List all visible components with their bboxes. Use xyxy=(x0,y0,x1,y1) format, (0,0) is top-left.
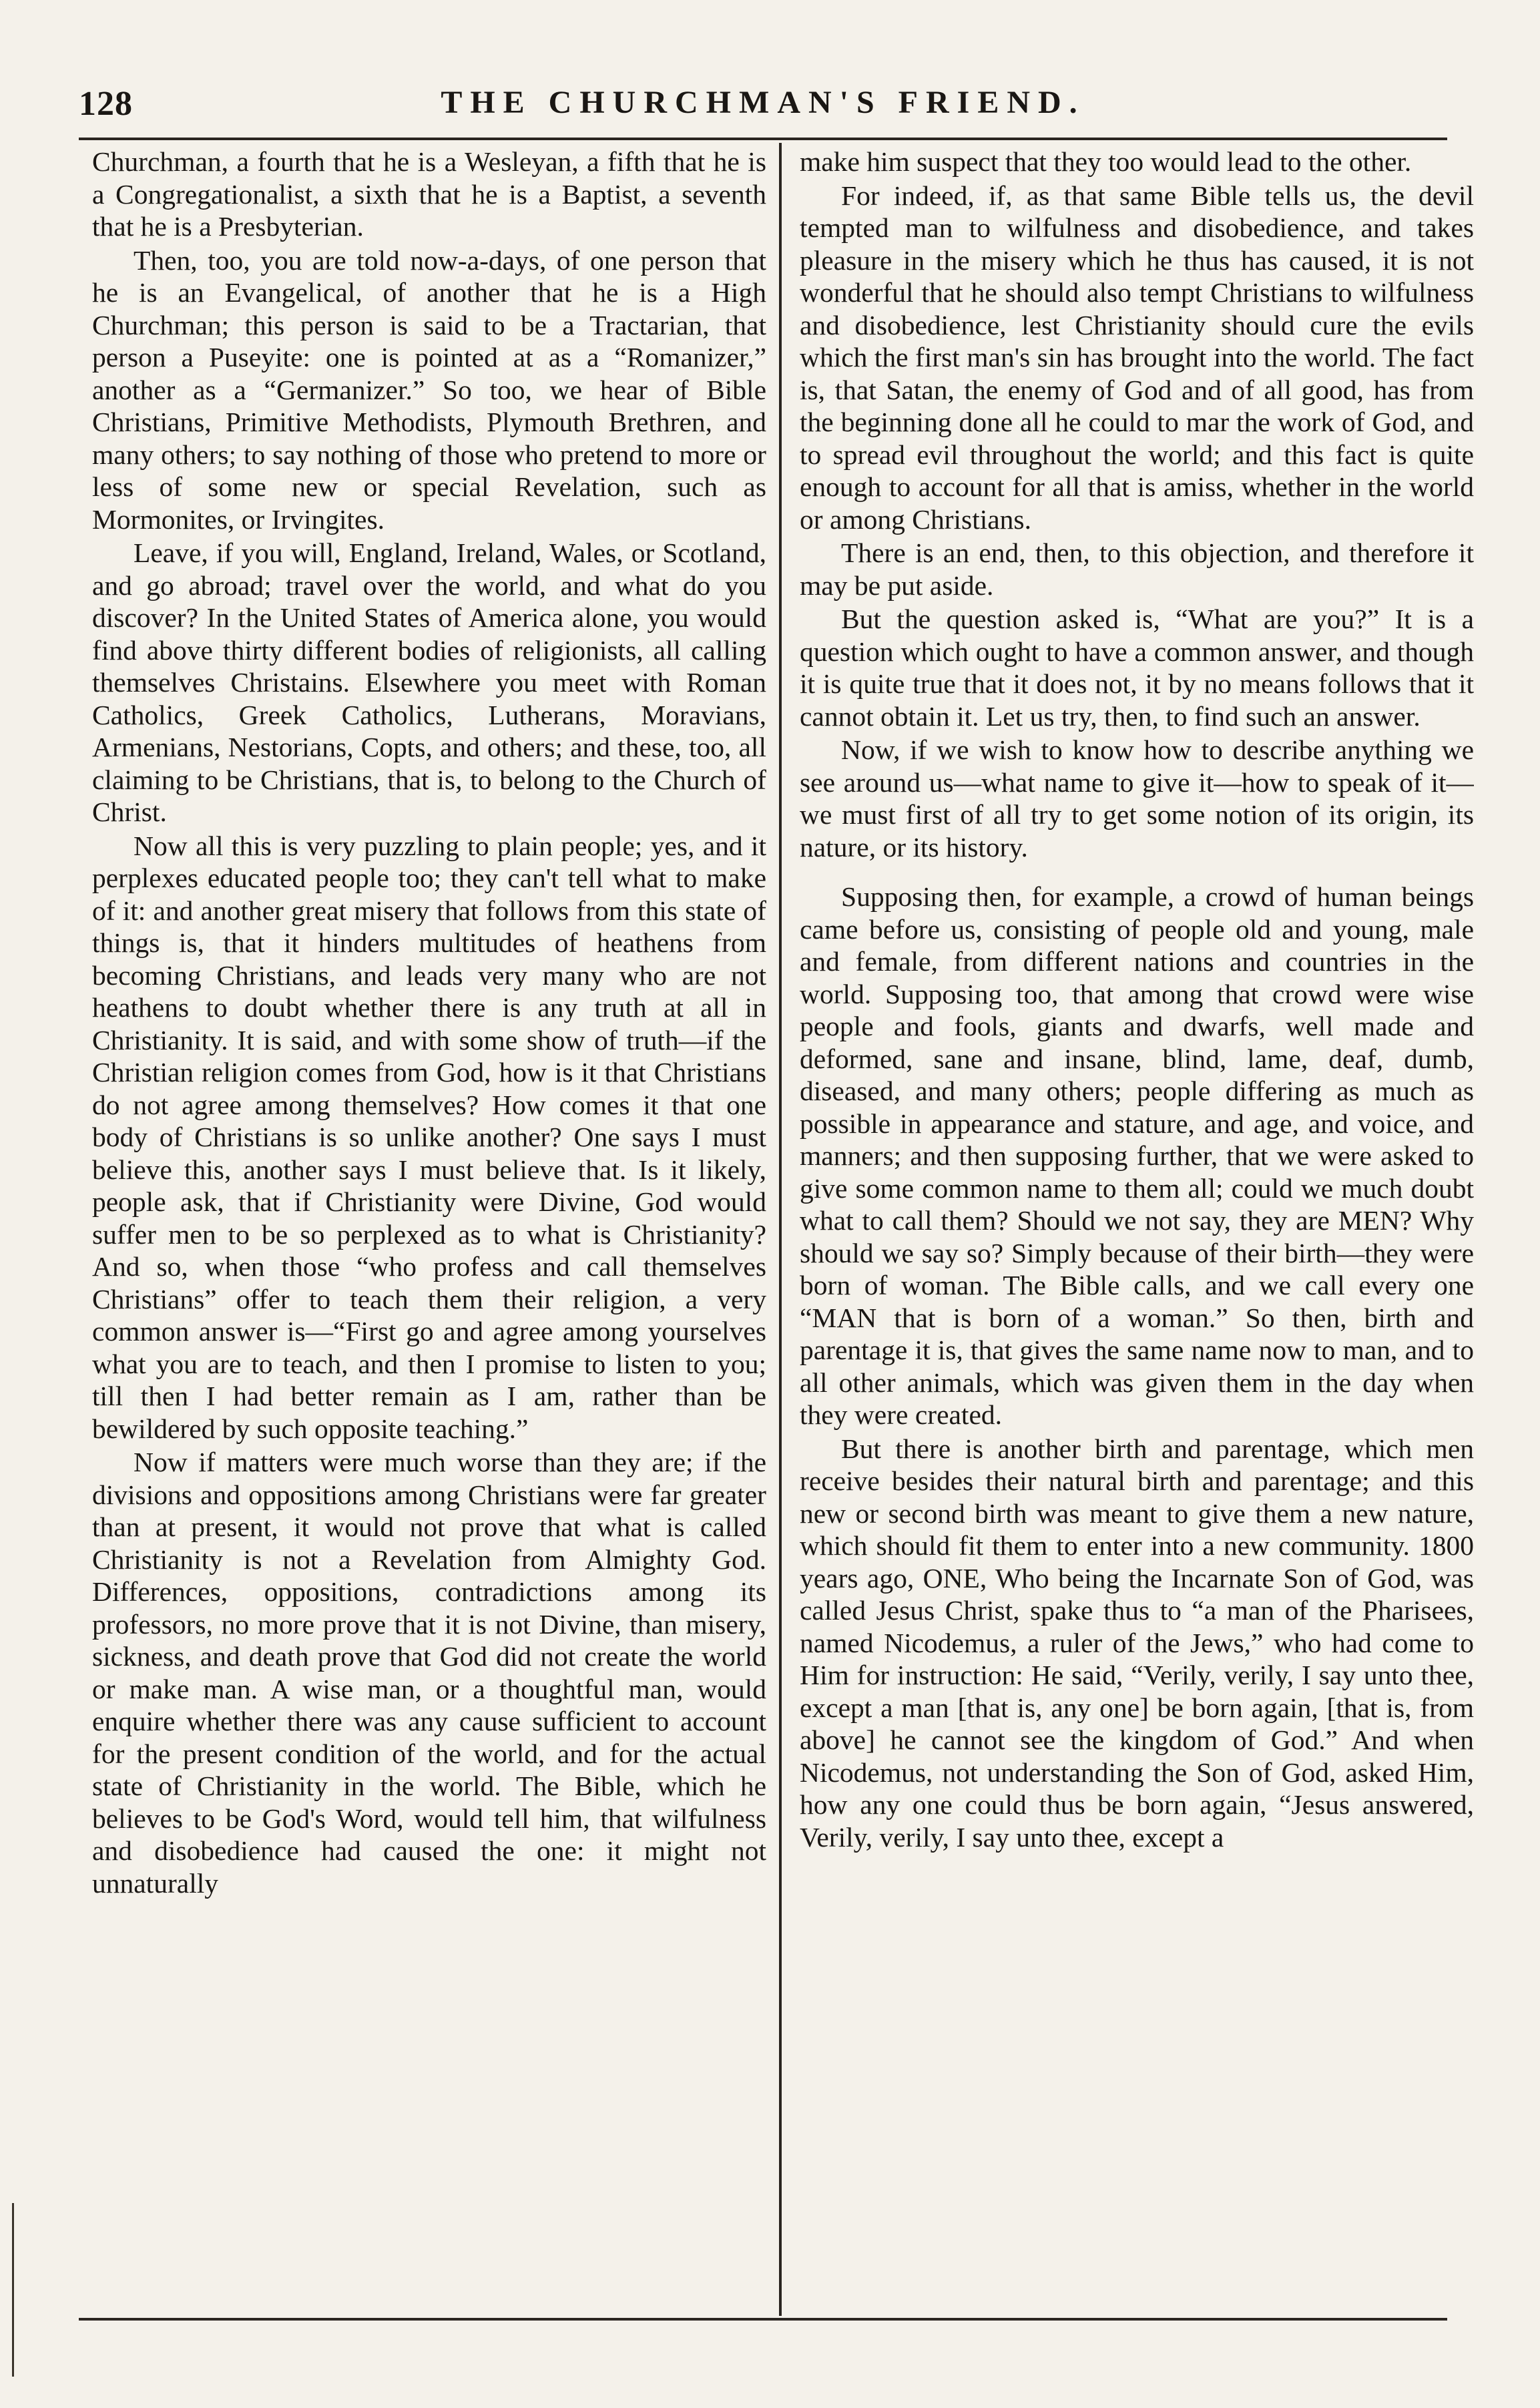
paragraph: For indeed, if, as that same Bible tells us, the devil tempted man to wilfulness and disobedience, and takes pleasure in the misery which he thus has caused, it is not wonderful that he should also tempt Christians to wilfulness and disobedience, lest Christianity should cure the evils which the first man's sin has brought into the world. The fact is, that Satan, the enemy of God and of all good, has from the beginning done all he could to mar the work of God, and to spread evil throughout the world; and this fact is quite enough to account for all that is amiss, whether in the world or among Christians. xyxy=(800,180,1474,535)
paragraph: There is an end, then, to this objection, and therefore it may be put aside. xyxy=(800,537,1474,601)
paragraph: Then, too, you are told now-a-days, of one person that he is an Evangelical, of another that he is a High Churchman; this person is said to be a Tractarian, that person a Puseyite: one is pointed at as a “Romanizer,” another as a “Germanizer.” So too, we hear of Bible Christians, Primitive Methodists, Plymouth Brethren, and many others; to say nothing of those who pretend to more or less of some new or special Revelation, such as Mormonites, or Irvingites. xyxy=(92,244,766,535)
paragraph: make him suspect that they too would lead to the other. xyxy=(800,146,1412,177)
page-edge-mark xyxy=(12,2203,14,2377)
left-column xyxy=(92,146,766,2309)
paragraph: But the question asked is, “What are you?” It is a question which ought to have a common answer, and though it is quite true that it does not, it by no means follows that it cannot obtain it. Let us try, then, to find such an answer. xyxy=(800,604,1474,732)
paragraph: But there is another birth and parentage, which men receive besides their natural birth and parentage; and this new or second birth was meant to give them a new nature, which should fit them to enter into a new community. 1800 years ago, ONE, Who being the Incarnate Son of God, was called Jesus Christ, spake thus to “a man of the Pharisees, named Nicodemus, a ruler of the Jews,” who had come to Him for instruction: He said, “Verily, verily, I say unto thee, except a man [that is, any one] be born again, [that is, from above] he cannot see the kingdom of God.” And when Nicodemus, not understanding the Son of God, asked Him, how any one could thus be born again, “Jesus answered, Verily, verily, I say unto thee, except a xyxy=(800,1433,1474,1853)
paragraph: Now, if we wish to know how to describe anything we see around us—what name to give it—how to speak of it—we must first of all try to get some notion of its origin, its nature, or its history. xyxy=(800,734,1474,863)
page-header xyxy=(79,79,1447,132)
paragraph: Now if matters were much worse than they are; if the divisions and oppositions among Christians were far greater than at present, it would not prove that what is called Christianity is not a Revelation from Almighty God. Differences, oppositions, contradictions among its professors, no more prove that it is not Divine, than misery, sickness, and death prove that God did not create the world or make man. A wise man, or a thoughtful man, would enquire whether there was any cause sufficient to account for the present condition of the world, and for the actual state of Christianity in the world. The Bible, which he believes to be God's Word, would tell him, that wilfulness and disobedience had caused the one: it might not unnaturally xyxy=(92,1447,766,1899)
column-divider xyxy=(779,143,782,2316)
right-column xyxy=(800,146,1474,2309)
paragraph: Supposing then, for example, a crowd of human beings came before us, consisting of people old and young, male and female, from different nations and countries in the world. Supposing too, that among that crowd were wise people and fools, giants and dwarfs, well made and deformed, sane and insane, blind, lame, deaf, dumb, diseased, and many others; people differing as much as possible in appearance and stature, and age, and voice, and manners; and then supposing further, that we were asked to give some common name to them all; could we much doubt what to call them? Should we not say, they are MEN? Why should we say so? Simply because of their birth—they were born of woman. The Bible calls, and we call every one “MAN that is born of a woman.” So then, birth and parentage it is, that gives the same name now to man, and to all other animals, which was given them in the day when they were created. xyxy=(800,881,1474,1430)
paragraph: Leave, if you will, England, Ireland, Wales, or Scotland, and go abroad; travel over the world, and what do you discover? In the United States of America alone, you would find above thirty different bodies of religionists, all calling themselves Christains. Elsewhere you meet with Roman Catholics, Greek Catholics, Lutherans, Moravians, Armenians, Nestorians, Copts, and others; and these, too, all claiming to be Christians, that is, to belong to the Church of Christ. xyxy=(92,537,766,827)
page-number: 128 xyxy=(79,85,133,123)
paragraph: Churchman, a fourth that he is a Wesleyan, a fifth that he is a Congregationalist, a sixth that he is a Baptist, a seventh that he is a Presbyterian. xyxy=(92,146,766,242)
footer-rule xyxy=(79,2318,1447,2321)
header-rule xyxy=(79,138,1447,140)
running-title: THE CHURCHMAN'S FRIEND. xyxy=(441,85,1085,120)
paragraph: Now all this is very puzzling to plain people; yes, and it perplexes educated people too; they can't tell what to make of it: and another great misery that follows from this state of things is, that it hinders multitudes of heathens from becoming Christians, and leads very many who are not heathens to doubt whether there is any truth at all in Christianity. It is said, and with some show of truth—if the Christian religion comes from God, how is it that Christians do not agree among themselves? How comes it that one body of Christians is so unlike another? One says I must believe this, another says I must believe that. Is it likely, people ask, that if Christianity were Divine, God would suffer men to be so perplexed as to what is Christianity? And so, when those “who profess and call themselves Christians” offer to teach them their religion, a very common answer is—“First go and agree among yourselves what you are to teach, and then I promise to listen to you; till then I had better remain as I am, rather than be bewildered by such opposite teaching.” xyxy=(92,830,766,1444)
